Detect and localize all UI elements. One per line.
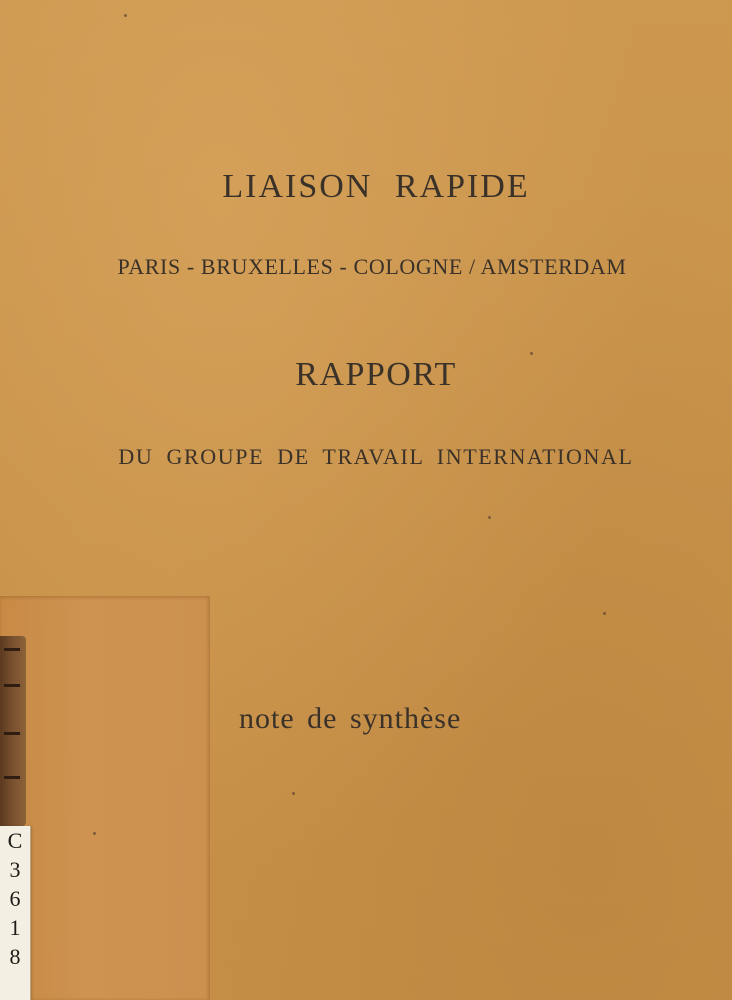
report-heading: RAPPORT (295, 356, 457, 393)
route-line: PARIS - BRUXELLES - COLOGNE / AMSTERDAM (117, 254, 627, 279)
paper-speck (93, 832, 96, 835)
call-number-char: 6 (9, 886, 21, 911)
spine-mark (4, 648, 20, 651)
call-number-char: 8 (9, 944, 21, 969)
report-subtitle: DU GROUPE DE TRAVAIL INTERNATIONAL (118, 444, 634, 469)
call-number-char: 3 (9, 857, 21, 882)
paper-speck (292, 792, 295, 795)
synthesis-note: note de synthèse (239, 702, 462, 735)
paper-speck (488, 516, 491, 519)
call-number-label (0, 826, 31, 1000)
spine-mark (4, 776, 20, 779)
call-number-char: C (7, 828, 23, 853)
library-tape-patch (0, 596, 210, 1000)
paper-speck (530, 352, 533, 355)
binding-spine (0, 636, 26, 826)
call-number-char: 1 (9, 915, 21, 940)
spine-mark (4, 732, 20, 735)
paper-speck (603, 612, 606, 615)
paper-speck (124, 14, 127, 17)
spine-mark (4, 684, 20, 687)
document-title: LIAISON RAPIDE (222, 168, 530, 205)
